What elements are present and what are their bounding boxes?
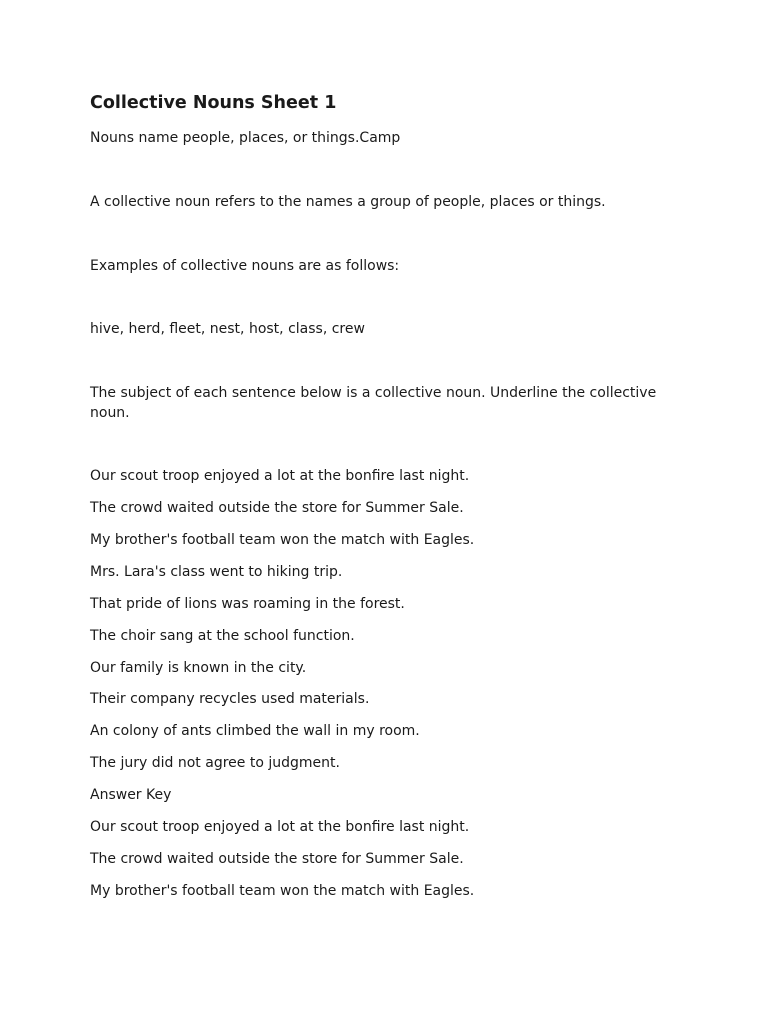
sentence-item: An colony of ants climbed the wall in my room. — [90, 723, 420, 739]
intro-text: Nouns name people, places, or things.Camp — [90, 130, 401, 146]
sentence-item: The jury did not agree to judgment. — [90, 755, 340, 771]
sentence-item: The choir sang at the school function. — [90, 628, 355, 644]
sentence-item: Their company recycles used materials. — [90, 691, 370, 707]
sentence-item: My brother's football team won the match with Eagles. — [90, 532, 475, 548]
answer-key-item: The crowd waited outside the store for Summer Sale. — [90, 851, 464, 867]
answer-key-item: Our scout troop enjoyed a lot at the bonfire last night. — [90, 819, 470, 835]
sentence-item: Mrs. Lara's class went to hiking trip. — [90, 564, 343, 580]
answer-key-item: My brother's football team won the match with Eagles. — [90, 883, 475, 899]
sentence-item: Our scout troop enjoyed a lot at the bonfire last night. — [90, 468, 470, 484]
sentence-item: Our family is known in the city. — [90, 660, 307, 676]
answer-key-heading: Answer Key — [90, 787, 172, 803]
sentence-item: That pride of lions was roaming in the forest. — [90, 596, 405, 612]
examples-heading: Examples of collective nouns are as follows: — [90, 258, 400, 274]
instructions-text: The subject of each sentence below is a collective noun. Underline the collective noun. — [90, 385, 657, 421]
definition-text: A collective noun refers to the names a group of people, places or things. — [90, 194, 606, 210]
sentence-item: The crowd waited outside the store for Summer Sale. — [90, 500, 464, 516]
document-title: Collective Nouns Sheet 1 — [90, 93, 337, 113]
examples-list: hive, herd, fleet, nest, host, class, crew — [90, 321, 365, 337]
